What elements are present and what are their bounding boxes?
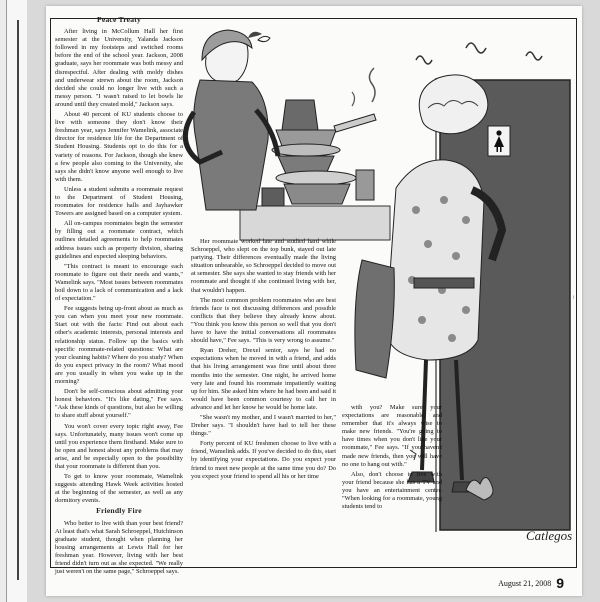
- issue-date: August 21, 2008: [498, 579, 552, 588]
- paragraph: Her roommate worked late and studied hard while Schroeppel, who slept on the top bunk, stayed out late partying. Their differences eventually made the living situation unbearable, so Schroeppel decided to move out at semester. She says she wanted to stay friends with her roommate and thought if she continued living with her, that wouldn't happen.: [191, 238, 336, 294]
- paragraph: After living in McCollum Hall her first semester at the University, Yalanda Jackson followed in my footsteps and switched rooms before the end of the school year. Jackson, 2008 graduate, says her roommate was both messy and disrespectful. After dealing with moldy dishes and underwear strewn about the room, Jackson decided she could no longer live with such a messy person. "I wasn't raised to let bowls lie around until they created mold," Jackson says.: [55, 28, 183, 108]
- paragraph: Unless a student submits a roommate request to the Department of Student Housing, roommates for residence halls and Jayhawker Towers are assigned based on a computer system.: [55, 185, 183, 218]
- paragraph: "She wasn't my mother, and I wasn't married to her," Dreher says. "I shouldn't have had to tell her these things.": [191, 413, 336, 438]
- article-column-2: [191, 238, 336, 483]
- magazine-page: [46, 6, 582, 596]
- paragraph: Forty percent of KU freshmen choose to live with a friend, Wamelink adds. If you've decided to do this, start by identifying your expectations. Do you expect your friend to meet new people at the same time you do? Do you expect your friend to spend all his or her time: [191, 440, 336, 480]
- page-footer: [498, 575, 564, 591]
- angry-roommate-figure: [185, 30, 278, 210]
- paragraph: "This contract is meant to encourage each roommate to figure out their needs and wants," Wamelink says. "Most issues between roommates boil down to a lack of communication and a lack of expectation.": [55, 262, 183, 303]
- previous-page-edge: [0, 0, 26, 602]
- page-number: 9: [556, 575, 564, 591]
- paragraph: To get to know your roommate, Wamelink suggests attending Hawk Week activities hosted at the beginning of the semester, as well as any dormitory events.: [55, 473, 183, 505]
- paragraph: Don't be self-conscious about admitting your honest behaviors. "It's like dating," Fee says. "Ask these kinds of questions, but also be willing to share stuff about yourself.": [55, 388, 183, 420]
- paragraph: with you? Make sure your expectations are reasonable, and remember that it's always wise to make new friends. "You're going to have times when you don't like your roommate," Fee says. "If you haven't made new friends, then you will have no one to hang out with.": [342, 404, 442, 468]
- page-fold-line: [17, 20, 19, 580]
- paragraph: Ryan Dreher, Drexel senior, says he had no expectations when he moved in with a friend, and adds that his living arrangement was fine until about three months into the semester. One night, he arrived home very late and found his roommate impatiently waiting up for him. She asked him where he had been and said it would have been common courtesy to call her in advance and let her know he would be home late.: [191, 347, 336, 411]
- article-column-3: [342, 404, 442, 513]
- section-heading-friendly-fire: Friendly Fire: [96, 506, 142, 516]
- artist-signature: Catlegos: [526, 528, 573, 543]
- paragraph: Who better to live with than your best friend? At least that's what Sarah Schroeppel, Hutchinson graduate student, thought when planning her housing arrangements at Lewis Hall for her freshman year. However, living with her best friend didn't turn out as she expected. "We really just weren't on the same page," Schroeppel says.: [55, 519, 183, 576]
- paragraph: You won't cover every topic right away, Fee says. Unfortunately, many issues won't come up until you experience them firsthand. Make sure to be open and honest about any problems that may arise, and be especially open to the possibility that your roommate is different than you.: [55, 422, 183, 470]
- paragraph: Also, don't choose to live with your friend because she has a TV and you have an entertainment center. "When looking for a roommate, young students tend to: [342, 470, 442, 511]
- article-column-1: [55, 14, 183, 578]
- section-heading-peace-treaty: Peace Treaty: [97, 15, 141, 24]
- paragraph: All on-campus roommates begin the semester by filling out a roommate contract, which outlines detailed agreements to help roommates address issues such as property division, sharing guidelines and expected sleeping behaviors.: [55, 220, 183, 260]
- paragraph: Fee suggests being up-front about as much as you can when you meet your new roommate. Start out with the facts: Find out about each other's academic interests, personal interests and relationship status. Follow up the basics with specific roommate-related questions: What are your cleaning habits? Where do you study? When do you expect privacy in the room? What mood are you usually in when you wake up in the morning?: [55, 305, 183, 386]
- paragraph: About 40 percent of KU students choose to live with someone they don't know their freshman year, says Jennifer Wamelink, associate director for residence life for the Department of Student Housing. Students opt to do this for a variety of reasons. For Jackson, though she knew a few people also coming to the University, she says she didn't know anyone well enough to live with them.: [55, 111, 183, 183]
- paragraph: The most common problem roommates who are best friends face is not discussing differences and possible conflicts that they believe they already know about. "You think you know this person so well that you don't have to have the initial conversations all roommates should have," Fee says. "This is very wrong to assume.": [191, 296, 336, 345]
